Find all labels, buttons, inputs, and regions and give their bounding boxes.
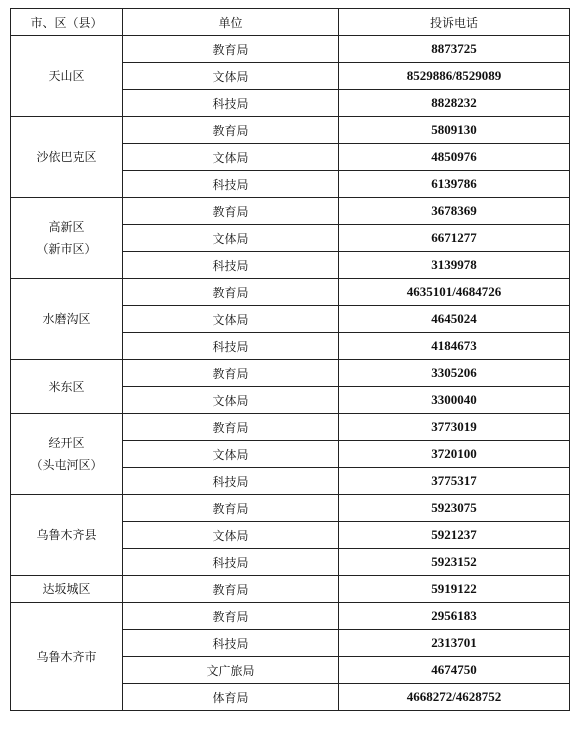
district-name: 米东区: [48, 379, 85, 394]
district-name: 乌鲁木齐县: [36, 528, 97, 542]
unit-cell: 教育局: [123, 117, 339, 144]
table-row: [11, 360, 570, 387]
unit-cell: 文体局: [123, 522, 339, 549]
district-cell: [11, 360, 123, 414]
phone-cell: 3775317: [339, 468, 570, 495]
phone-cell: 4645024: [339, 306, 570, 333]
phone-cell: 3139978: [339, 252, 570, 279]
unit-cell: 教育局: [123, 495, 339, 522]
unit-cell: 教育局: [123, 414, 339, 441]
unit-cell: 文体局: [123, 144, 339, 171]
district-name: 水磨沟区: [42, 312, 91, 326]
unit-cell: 科技局: [123, 333, 339, 360]
unit-cell: 文体局: [123, 225, 339, 252]
phone-cell: 3305206: [339, 360, 570, 387]
table-row: [11, 414, 570, 441]
phone-cell: 5809130: [339, 117, 570, 144]
table-row: [11, 117, 570, 144]
phone-cell: 4184673: [339, 333, 570, 360]
header-phone: 投诉电话: [339, 9, 570, 36]
phone-cell: 3678369: [339, 198, 570, 225]
district-name: （头屯河区）: [30, 458, 103, 472]
header-row: [11, 9, 570, 36]
unit-cell: 文体局: [123, 441, 339, 468]
district-name: 沙依巴克区: [36, 150, 97, 164]
table-row: [11, 495, 570, 522]
phone-cell: 4674750: [339, 657, 570, 684]
district-cell: [11, 117, 123, 198]
district-name: 高新区: [48, 220, 85, 234]
phone-cell: 2313701: [339, 630, 570, 657]
district-cell: [11, 576, 123, 603]
phone-cell: 3720100: [339, 441, 570, 468]
phone-cell: 5923152: [339, 549, 570, 576]
complaint-phone-table: [10, 8, 570, 711]
phone-cell: 8828232: [339, 90, 570, 117]
unit-cell: 科技局: [123, 252, 339, 279]
district-name: 经开区: [48, 436, 85, 450]
district-cell: [11, 603, 123, 711]
table-body: [11, 36, 570, 711]
unit-cell: 文体局: [123, 306, 339, 333]
table-row: [11, 36, 570, 63]
unit-cell: 体育局: [123, 684, 339, 711]
unit-cell: 文广旅局: [123, 657, 339, 684]
header-district: 市、区（县）: [11, 9, 123, 36]
unit-cell: 科技局: [123, 468, 339, 495]
district-cell: [11, 414, 123, 495]
phone-cell: 3300040: [339, 387, 570, 414]
table-row: [11, 279, 570, 306]
unit-cell: 科技局: [123, 549, 339, 576]
district-cell: [11, 198, 123, 279]
district-cell: [11, 36, 123, 117]
phone-cell: 2956183: [339, 603, 570, 630]
phone-cell: 6139786: [339, 171, 570, 198]
phone-cell: 4668272/4628752: [339, 684, 570, 711]
unit-cell: 教育局: [123, 36, 339, 63]
district-name: 达坂城区: [42, 582, 91, 596]
unit-cell: 文体局: [123, 387, 339, 414]
unit-cell: 教育局: [123, 279, 339, 306]
table-row: [11, 603, 570, 630]
district-name: （新市区）: [36, 242, 97, 256]
unit-cell: 教育局: [123, 603, 339, 630]
phone-cell: 5919122: [339, 576, 570, 603]
phone-cell: 3773019: [339, 414, 570, 441]
phone-cell: 8529886/8529089: [339, 63, 570, 90]
unit-cell: 科技局: [123, 171, 339, 198]
phone-cell: 4850976: [339, 144, 570, 171]
table-row: [11, 576, 570, 603]
unit-cell: 科技局: [123, 630, 339, 657]
phone-cell: 4635101/4684726: [339, 279, 570, 306]
unit-cell: 文体局: [123, 63, 339, 90]
district-name: 天山区: [48, 69, 85, 83]
phone-cell: 6671277: [339, 225, 570, 252]
phone-cell: 5921237: [339, 522, 570, 549]
district-cell: [11, 279, 123, 360]
phone-cell: 5923075: [339, 495, 570, 522]
phone-cell: 8873725: [339, 36, 570, 63]
header-unit: 单位: [123, 9, 339, 36]
unit-cell: 科技局: [123, 90, 339, 117]
district-name: 乌鲁木齐市: [36, 649, 97, 664]
district-cell: [11, 495, 123, 576]
unit-cell: 教育局: [123, 360, 339, 387]
table-row: [11, 198, 570, 225]
unit-cell: 教育局: [123, 198, 339, 225]
unit-cell: 教育局: [123, 576, 339, 603]
